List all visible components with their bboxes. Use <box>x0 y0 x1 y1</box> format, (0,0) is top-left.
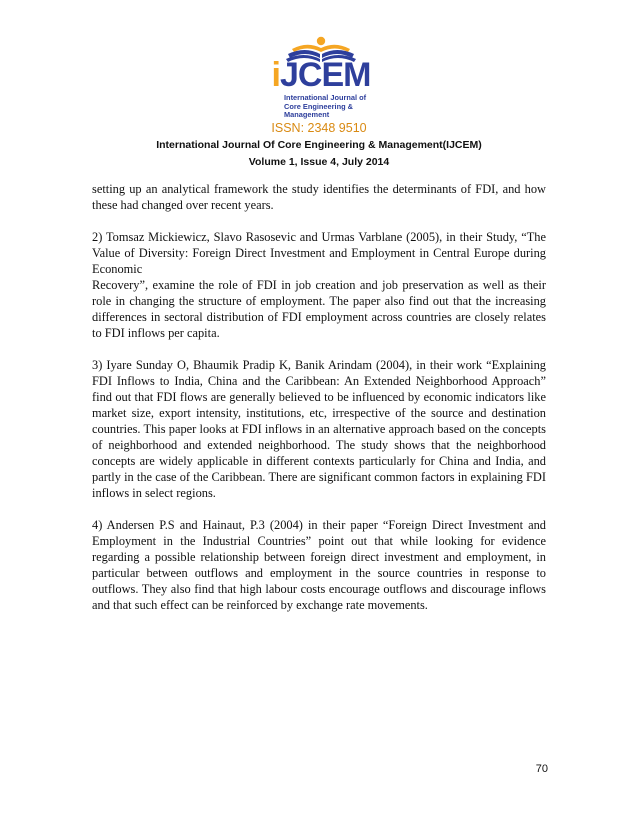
journal-title: International Journal Of Core Engineering & Management(IJCEM) <box>156 139 482 151</box>
journal-logo <box>262 36 380 122</box>
paragraph: setting up an analytical framework the study identifies the determinants of FDI, and how these had changed over recent years. <box>92 182 546 212</box>
article-body <box>92 181 546 629</box>
logo-wordmark-rest: JCEM <box>279 56 371 94</box>
logo-wordmark <box>262 58 380 92</box>
volume-info: Volume 1, Issue 4, July 2014 <box>248 156 390 168</box>
logo-subtitle: International Journal of Core Engineering & Management <box>284 93 367 119</box>
logo-wordmark-i: i <box>271 56 280 94</box>
page-number: 70 <box>535 763 548 775</box>
paragraph: Recovery”, examine the role of FDI in job creation and job preservation as well as their role in changing the structure of employment. The paper also find out that the increasing differences in sectoral distribution of FDI employment across countries are closely relates to FDI inflows per capita. <box>92 278 546 340</box>
issn: ISSN: 2348 9510 <box>271 121 367 135</box>
paragraph: 2) Tomsaz Mickiewicz, Slavo Rasosevic and Urmas Varblane (2005), in their Study, “The Value of Diversity: Foreign Direct Investment and Employment in Central Europe during Economic <box>92 230 546 276</box>
paragraph: 3) Iyare Sunday O, Bhaumik Pradip K, Banik Arindam (2004), in their work “Explaining FDI Inflows to India, China and the Caribbean: An Extended Neighborhood Approach” find out that FDI flows are generally believed to be influenced by economic indicators like market size, export intensity, institutions, etc, irrespective of the source and destination countries. This paper looks at FDI inflows in an alternative approach based on the concepts of neighborhood and extended neighborhood. The study shows that the neighborhood concepts are widely applicable in different contexts particularly for China and India, and partly in the case of the Caribbean. There are significant common factors in explaining FDI inflows in select regions. <box>92 358 546 500</box>
paragraph: 4) Andersen P.S and Hainaut, P.3 (2004) in their paper “Foreign Direct Investment and Employment in the Industrial Countries” point out that while looking for evidence regarding a possible relationship between foreign direct investment and employment, in particular between outflows and employment in the source countries in response to outflows. They also find that high labour costs encourage outflows and discourage inflows and that such effect can be reinforced by exchange rate movements. <box>92 518 546 612</box>
